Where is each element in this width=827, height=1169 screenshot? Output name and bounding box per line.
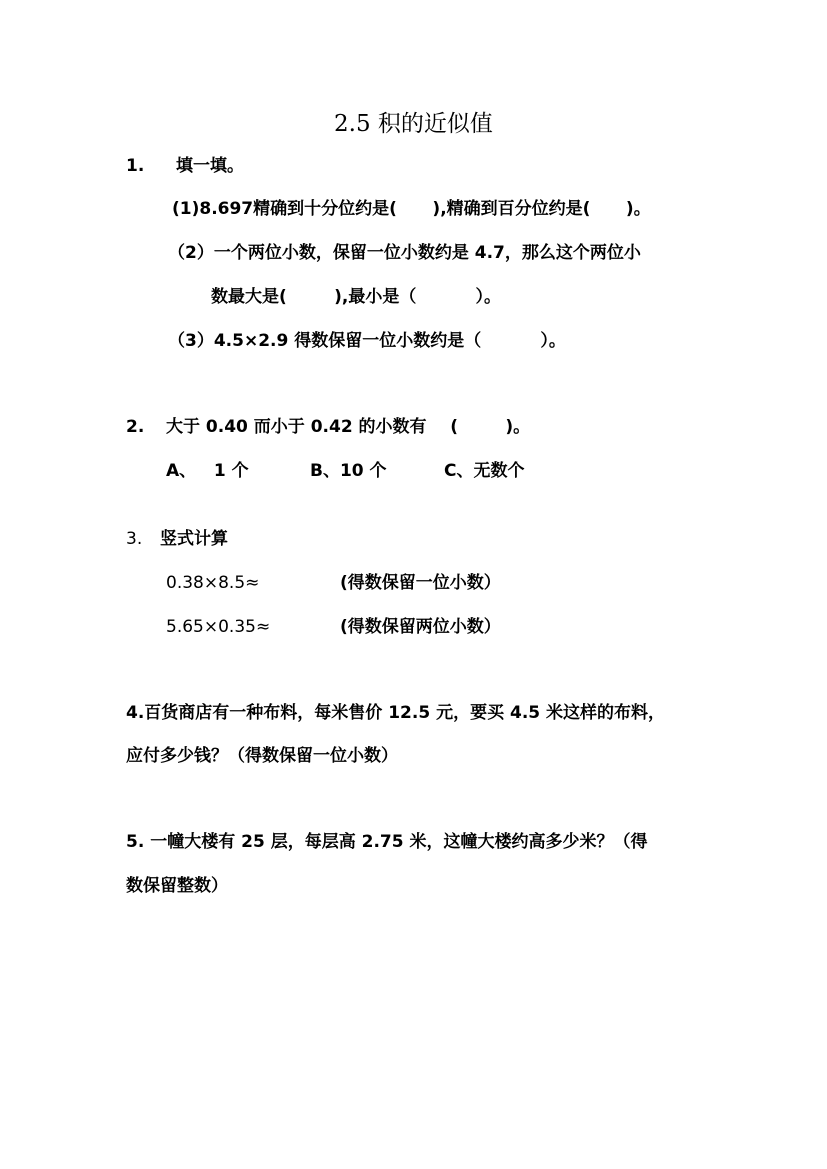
q1-part2-line1: （2）一个两位小数，保留一位小数约是 4.7，那么这个两位小	[168, 243, 641, 263]
q1-part2-line2: 数最大是( ),最小是（ ）。	[211, 287, 502, 307]
q2-option-a: A、 1 个	[166, 461, 249, 481]
q1-number: 1.	[126, 156, 145, 176]
q3-note2: (得数保留两位小数）	[340, 617, 501, 637]
q2-option-c: C、无数个	[444, 461, 525, 481]
q2-number: 2.	[126, 417, 145, 437]
q2-text: 大于 0.40 而小于 0.42 的小数有 ( )。	[166, 417, 531, 437]
q5-line1: 5. 一幢大楼有 25 层，每层高 2.75 米，这幢大楼约高多少米？（得	[126, 832, 648, 852]
q3-calc2: 5.65×0.35≈	[166, 617, 271, 637]
q1-part3: （3）4.5×2.9 得数保留一位小数约是（ ）。	[168, 331, 566, 351]
q2-option-b: B、10 个	[310, 461, 387, 481]
q5-line2: 数保留整数）	[126, 876, 228, 896]
q4-line2: 应付多少钱？（得数保留一位小数）	[126, 746, 398, 766]
q3-heading: 竖式计算	[160, 529, 228, 549]
q3-number: 3.	[126, 529, 143, 549]
page-title: 2.5 积的近似值	[334, 111, 493, 137]
q3-note1: (得数保留一位小数）	[340, 573, 501, 593]
q3-calc1: 0.38×8.5≈	[166, 573, 260, 593]
q1-heading: 填一填。	[176, 156, 244, 176]
q1-part1: (1)8.697精确到十分位约是( ),精确到百分位约是( )。	[172, 199, 651, 219]
q4-line1: 4.百货商店有一种布料，每米售价 12.5 元，要买 4.5 米这样的布料，	[126, 703, 666, 723]
